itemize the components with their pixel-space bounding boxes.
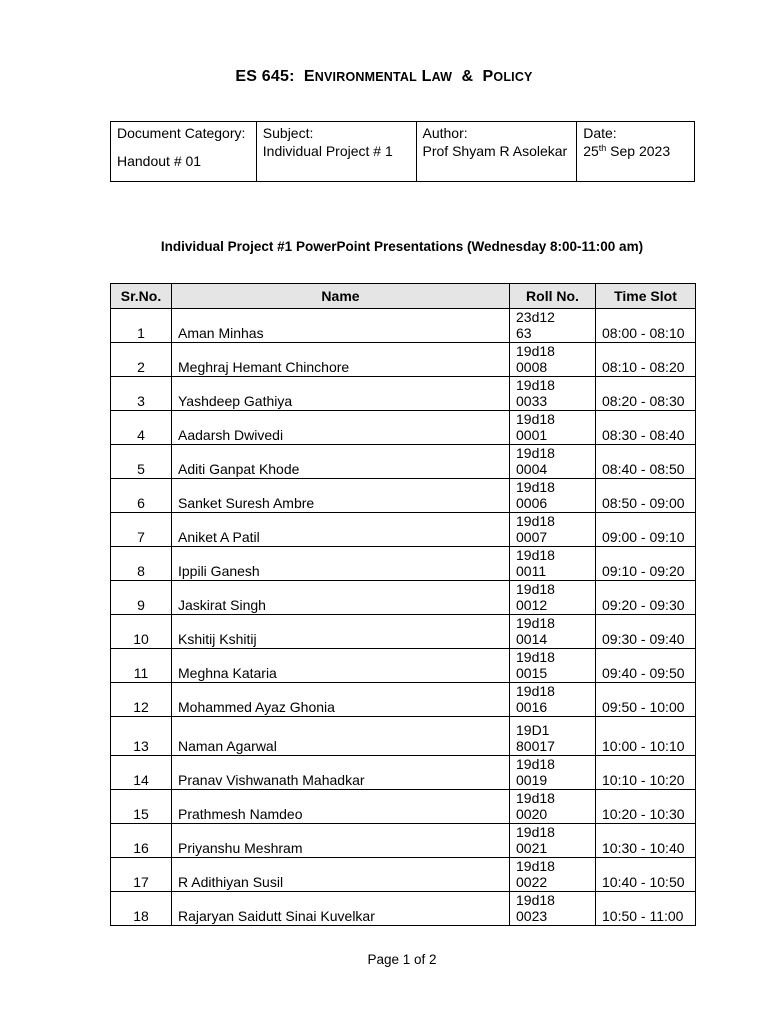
table-row bbox=[111, 892, 696, 926]
meta-author-label: Author: bbox=[422, 125, 468, 141]
cell-sr: 10 bbox=[111, 615, 172, 649]
table-header-row bbox=[111, 284, 696, 309]
cell-roll: 19d180019 bbox=[510, 756, 596, 790]
cell-sr: 3 bbox=[111, 377, 172, 411]
table-row bbox=[111, 824, 696, 858]
cell-roll: 19d180008 bbox=[510, 343, 596, 377]
document-title bbox=[0, 68, 768, 86]
cell-name: Rajaryan Saidutt Sinai Kuvelkar bbox=[172, 892, 510, 926]
table-row bbox=[111, 513, 696, 547]
cell-roll: 23d1263 bbox=[510, 309, 596, 343]
meta-subject-value: Individual Project # 1 bbox=[262, 143, 393, 159]
cell-sr: 7 bbox=[111, 513, 172, 547]
cell-slot: 10:00 - 10:10 bbox=[596, 717, 696, 756]
cell-slot: 10:10 - 10:20 bbox=[596, 756, 696, 790]
column-header-sr: Sr.No. bbox=[111, 284, 172, 309]
cell-name: Prathmesh Namdeo bbox=[172, 790, 510, 824]
table-row bbox=[111, 649, 696, 683]
cell-sr: 12 bbox=[111, 683, 172, 717]
table-row bbox=[111, 858, 696, 892]
cell-slot: 09:40 - 09:50 bbox=[596, 649, 696, 683]
cell-name: Meghraj Hemant Chinchore bbox=[172, 343, 510, 377]
course-code: ES 645: bbox=[235, 68, 295, 85]
meta-subject-label: Subject: bbox=[262, 125, 314, 141]
cell-roll: 19d180006 bbox=[510, 479, 596, 513]
cell-roll: 19d180022 bbox=[510, 858, 596, 892]
cell-sr: 16 bbox=[111, 824, 172, 858]
meta-author-value: Prof Shyam R Asolekar bbox=[422, 143, 568, 159]
cell-roll: 19d180021 bbox=[510, 824, 596, 858]
cell-name: Priyanshu Meshram bbox=[172, 824, 510, 858]
table-row bbox=[111, 479, 696, 513]
meta-subject-cell bbox=[256, 122, 416, 182]
cell-slot: 09:10 - 09:20 bbox=[596, 547, 696, 581]
cell-roll: 19d180004 bbox=[510, 445, 596, 479]
cell-slot: 10:30 - 10:40 bbox=[596, 824, 696, 858]
cell-name: Mohammed Ayaz Ghonia bbox=[172, 683, 510, 717]
cell-slot: 09:30 - 09:40 bbox=[596, 615, 696, 649]
cell-slot: 08:20 - 08:30 bbox=[596, 377, 696, 411]
cell-sr: 5 bbox=[111, 445, 172, 479]
cell-roll: 19d180020 bbox=[510, 790, 596, 824]
table-row bbox=[111, 756, 696, 790]
section-heading: Individual Project #1 PowerPoint Presentations (Wednesday 8:00-11:00 am) bbox=[160, 239, 644, 254]
table-row bbox=[111, 445, 696, 479]
cell-roll: 19d180016 bbox=[510, 683, 596, 717]
cell-slot: 10:20 - 10:30 bbox=[596, 790, 696, 824]
cell-slot: 08:00 - 08:10 bbox=[596, 309, 696, 343]
cell-name: Pranav Vishwanath Mahadkar bbox=[172, 756, 510, 790]
table-row bbox=[111, 615, 696, 649]
cell-sr: 13 bbox=[111, 717, 172, 756]
cell-name: Meghna Kataria bbox=[172, 649, 510, 683]
table-row bbox=[111, 683, 696, 717]
cell-roll: 19d180014 bbox=[510, 615, 596, 649]
cell-sr: 11 bbox=[111, 649, 172, 683]
meta-category-label: Document Category: bbox=[117, 125, 246, 141]
cell-roll: 19d180015 bbox=[510, 649, 596, 683]
table-row bbox=[111, 790, 696, 824]
cell-name: Kshitij Kshitij bbox=[172, 615, 510, 649]
cell-slot: 08:50 - 09:00 bbox=[596, 479, 696, 513]
page-number: Page 1 of 2 bbox=[367, 952, 437, 967]
presentation-schedule-table bbox=[110, 283, 696, 926]
cell-roll: 19d180012 bbox=[510, 581, 596, 615]
cell-slot: 08:40 - 08:50 bbox=[596, 445, 696, 479]
meta-date-value: 25th Sep 2023 bbox=[583, 143, 671, 159]
cell-name: Aman Minhas bbox=[172, 309, 510, 343]
cell-name: Sanket Suresh Ambre bbox=[172, 479, 510, 513]
table-row bbox=[111, 547, 696, 581]
cell-name: Jaskirat Singh bbox=[172, 581, 510, 615]
cell-sr: 17 bbox=[111, 858, 172, 892]
cell-roll: 19D180017 bbox=[510, 717, 596, 756]
cell-sr: 2 bbox=[111, 343, 172, 377]
table-row bbox=[111, 411, 696, 445]
cell-name: Aditi Ganpat Khode bbox=[172, 445, 510, 479]
cell-sr: 9 bbox=[111, 581, 172, 615]
cell-roll: 19d180023 bbox=[510, 892, 596, 926]
cell-sr: 1 bbox=[111, 309, 172, 343]
cell-roll: 19d180007 bbox=[510, 513, 596, 547]
cell-slot: 10:40 - 10:50 bbox=[596, 858, 696, 892]
table-row bbox=[111, 343, 696, 377]
cell-slot: 09:50 - 10:00 bbox=[596, 683, 696, 717]
cell-slot: 08:30 - 08:40 bbox=[596, 411, 696, 445]
cell-name: Aadarsh Dwivedi bbox=[172, 411, 510, 445]
table-row bbox=[111, 377, 696, 411]
cell-sr: 4 bbox=[111, 411, 172, 445]
column-header-roll: Roll No. bbox=[510, 284, 596, 309]
cell-name: R Adithiyan Susil bbox=[172, 858, 510, 892]
cell-slot: 09:00 - 09:10 bbox=[596, 513, 696, 547]
meta-author-cell bbox=[416, 122, 577, 182]
cell-sr: 18 bbox=[111, 892, 172, 926]
cell-sr: 15 bbox=[111, 790, 172, 824]
cell-slot: 09:20 - 09:30 bbox=[596, 581, 696, 615]
column-header-slot: Time Slot bbox=[596, 284, 696, 309]
table-body bbox=[111, 309, 696, 926]
cell-sr: 14 bbox=[111, 756, 172, 790]
meta-category-value: Handout # 01 bbox=[117, 153, 202, 169]
cell-name: Ippili Ganesh bbox=[172, 547, 510, 581]
cell-name: Aniket A Patil bbox=[172, 513, 510, 547]
cell-roll: 19d180033 bbox=[510, 377, 596, 411]
cell-roll: 19d180011 bbox=[510, 547, 596, 581]
cell-slot: 10:50 - 11:00 bbox=[596, 892, 696, 926]
meta-date-label: Date: bbox=[583, 125, 617, 141]
meta-date-cell bbox=[577, 122, 695, 182]
cell-slot: 08:10 - 08:20 bbox=[596, 343, 696, 377]
cell-sr: 8 bbox=[111, 547, 172, 581]
cell-roll: 19d180001 bbox=[510, 411, 596, 445]
course-title: ENVIRONMENTAL LAW & POLICY bbox=[303, 68, 533, 85]
table-row bbox=[111, 717, 696, 756]
meta-category-cell bbox=[111, 122, 257, 182]
table-row bbox=[111, 581, 696, 615]
document-meta-table bbox=[110, 121, 695, 182]
column-header-name: Name bbox=[172, 284, 510, 309]
cell-name: Yashdeep Gathiya bbox=[172, 377, 510, 411]
cell-name: Naman Agarwal bbox=[172, 717, 510, 756]
cell-sr: 6 bbox=[111, 479, 172, 513]
table-row bbox=[111, 309, 696, 343]
